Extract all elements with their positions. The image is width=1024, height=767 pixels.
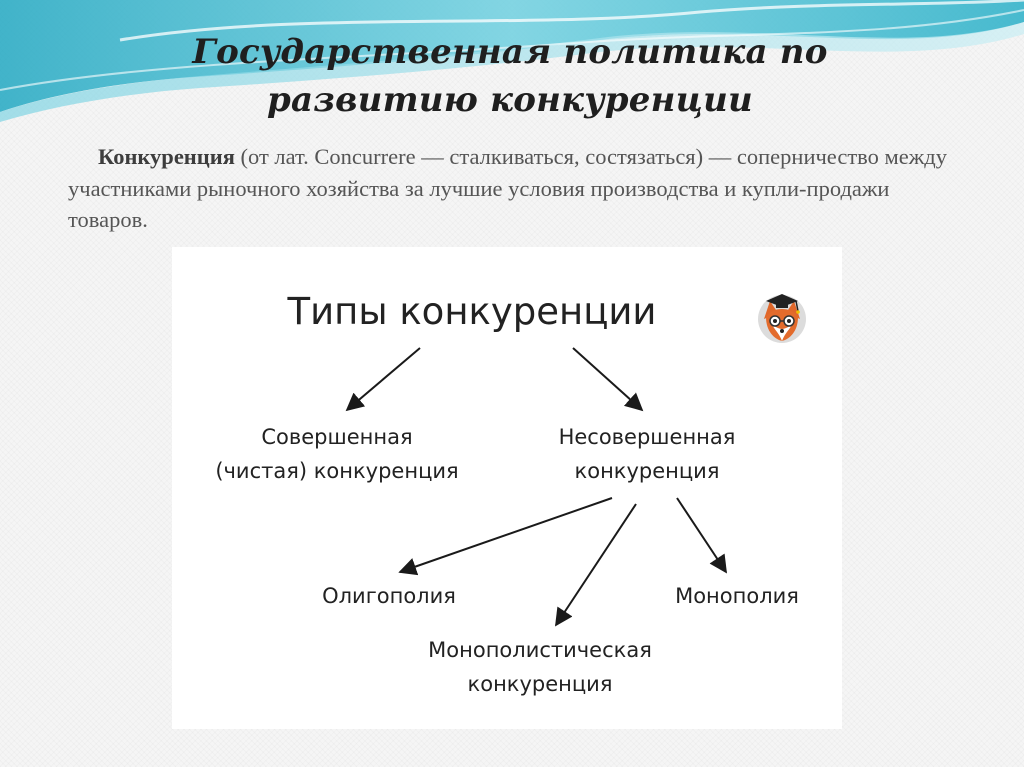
arrow-to-perfect xyxy=(347,348,420,410)
fox-graduate-icon xyxy=(750,285,814,349)
node-imperfect-line1: Несовершенная xyxy=(558,425,736,449)
competition-types-diagram xyxy=(172,247,842,729)
node-oligopoly: Олигополия xyxy=(322,584,456,608)
arrow-to-oligopoly xyxy=(400,498,612,572)
node-perfect-competition xyxy=(192,420,482,488)
definition-body: (от лат. Concurrere — сталкиваться, состязаться) — соперничество между участниками рыночного хозяйства за лучшие условия производства и купли-продажи товаров. xyxy=(68,144,947,232)
definition-paragraph xyxy=(68,141,968,236)
node-monopolistic-line2: конкуренция xyxy=(467,672,613,696)
node-perfect-line1: Совершенная xyxy=(261,425,413,449)
node-monopoly: Монополия xyxy=(675,584,799,608)
arrow-to-monopolistic xyxy=(556,504,636,625)
arrow-to-monopoly xyxy=(677,498,726,572)
arrow-to-imperfect xyxy=(573,348,642,410)
definition-term: Конкуренция xyxy=(98,144,235,169)
node-imperfect-competition xyxy=(527,420,767,488)
node-perfect-line2: (чистая) конкуренция xyxy=(215,459,459,483)
diagram-root-title: Типы конкуренции xyxy=(287,290,657,333)
node-monopolistic-line1: Монополистическая xyxy=(428,638,652,662)
slide-title: Государственная политика по развитию конкуренции xyxy=(192,32,828,120)
node-monopolistic-competition xyxy=(410,633,670,701)
node-imperfect-line2: конкуренция xyxy=(574,459,720,483)
